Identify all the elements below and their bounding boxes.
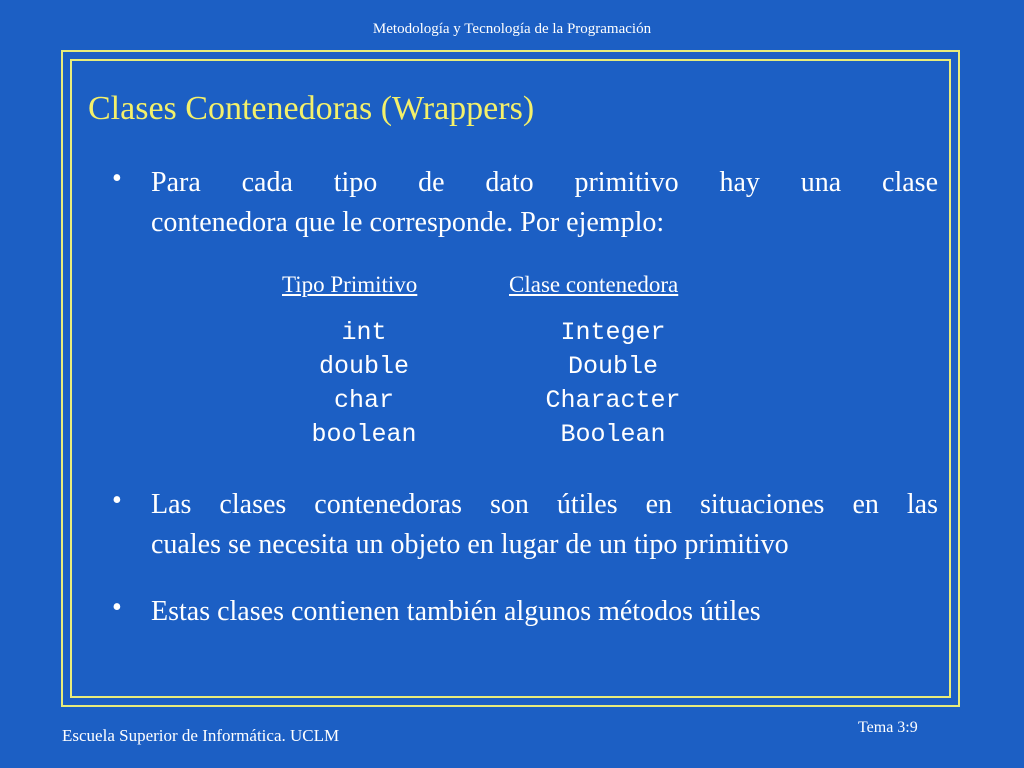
footer-page-number: Tema 3:9 [858,719,918,736]
primitive-type: char [333,386,394,415]
bullet-marker: • [112,592,122,623]
primitive-type: boolean [311,420,417,449]
bullet-marker: • [112,485,122,516]
bullet-1-line-1: Para cada tipo de dato primitivo hay una clase [151,167,938,198]
footer-school: Escuela Superior de Informática. UCLM [62,726,340,745]
wrapper-classes-column [533,316,693,452]
bullet-item-2 [151,485,938,565]
wrapper-class: Character [545,386,681,415]
slide-title: Clases Contenedoras (Wrappers) [88,90,535,127]
bullet-item-1 [151,163,938,243]
bullet-marker: • [112,163,122,194]
wrapper-class: Integer [560,318,666,347]
primitive-types-column [284,316,444,452]
wrapper-class: Double [567,352,658,381]
bullet-2-line-2: cuales se necesita un objeto en lugar de un tipo primitivo [151,529,789,560]
wrapper-class: Boolean [560,420,666,449]
primitive-type: double [318,352,409,381]
primitive-type: int [341,318,387,347]
bullet-1-line-2: contenedora que le corresponde. Por ejemplo: [151,207,665,238]
table-header-wrapper: Clase contenedora [509,272,679,297]
course-header: Metodología y Tecnología de la Programación [372,21,652,37]
bullet-3-line-1: Estas clases contienen también algunos métodos útiles [151,596,761,627]
bullet-2-line-1: Las clases contenedoras son útiles en situaciones en las [151,489,938,520]
table-header-primitive: Tipo Primitivo [282,272,418,297]
bullet-item-3 [151,592,938,632]
